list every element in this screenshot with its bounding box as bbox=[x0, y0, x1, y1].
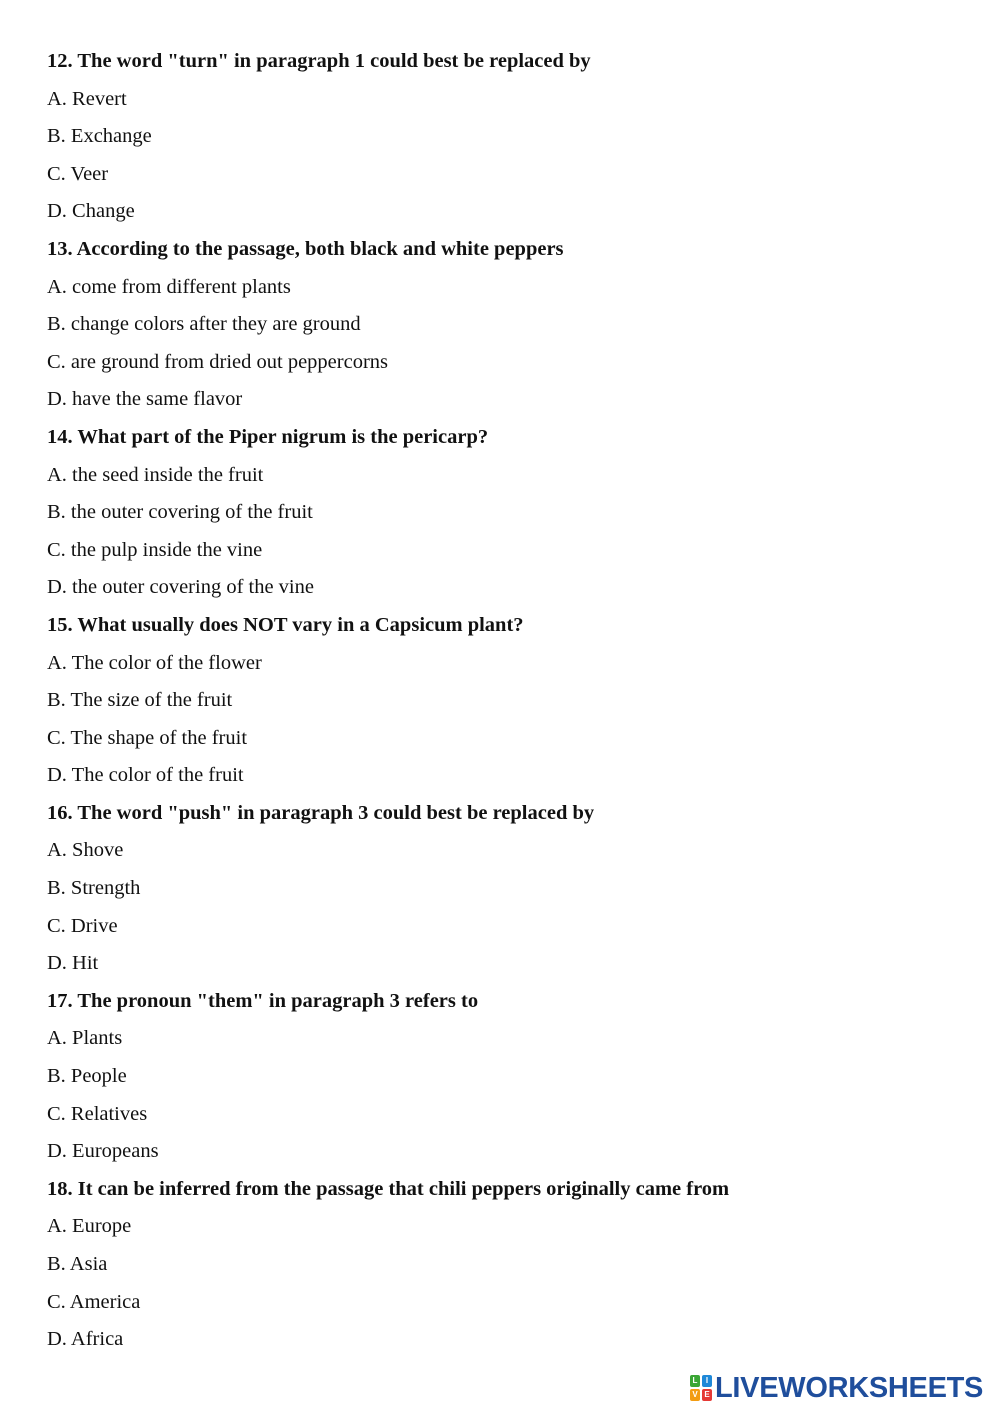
worksheet bbox=[47, 43, 967, 1359]
question-12 bbox=[47, 43, 967, 231]
option-d[interactable]: D. The color of the fruit bbox=[47, 764, 244, 787]
question-13 bbox=[47, 231, 967, 419]
logo-tile-e: E bbox=[702, 1389, 712, 1401]
logo-tile-v: V bbox=[690, 1389, 700, 1401]
option-b[interactable]: B. the outer covering of the fruit bbox=[47, 501, 313, 524]
option-b[interactable]: B. Exchange bbox=[47, 125, 152, 148]
option-d[interactable]: D. the outer covering of the vine bbox=[47, 576, 314, 599]
question-prompt: 18. It can be inferred from the passage that chili peppers originally came from bbox=[47, 1177, 730, 1200]
option-c[interactable]: C. The shape of the fruit bbox=[47, 726, 248, 749]
question-prompt: 13. According to the passage, both black and white peppers bbox=[47, 237, 564, 260]
option-c[interactable]: C. are ground from dried out peppercorns bbox=[47, 350, 388, 373]
option-a[interactable]: A. come from different plants bbox=[47, 275, 291, 298]
option-c[interactable]: C. Relatives bbox=[47, 1102, 148, 1125]
option-d[interactable]: D. Africa bbox=[47, 1328, 124, 1351]
question-prompt: 15. What usually does NOT vary in a Capsicum plant? bbox=[47, 613, 524, 636]
option-a[interactable]: A. the seed inside the fruit bbox=[47, 463, 264, 486]
liveworksheets-logo bbox=[690, 1371, 983, 1405]
option-d[interactable]: D. Europeans bbox=[47, 1140, 159, 1163]
option-b[interactable]: B. People bbox=[47, 1065, 127, 1088]
logo-tile-l: L bbox=[690, 1375, 700, 1387]
option-a[interactable]: A. Shove bbox=[47, 839, 124, 862]
option-c[interactable]: C. America bbox=[47, 1290, 141, 1313]
option-b[interactable]: B. change colors after they are ground bbox=[47, 313, 361, 336]
option-c[interactable]: C. Drive bbox=[47, 914, 118, 937]
liveworksheets-logo-icon bbox=[690, 1375, 712, 1401]
option-d[interactable]: D. Change bbox=[47, 200, 135, 223]
question-prompt: 17. The pronoun "them" in paragraph 3 refers to bbox=[47, 989, 479, 1012]
logo-wordmark: LIVEWORKSHEETS bbox=[715, 1372, 984, 1404]
question-prompt: 16. The word "push" in paragraph 3 could best be replaced by bbox=[47, 801, 595, 824]
question-17 bbox=[47, 983, 967, 1171]
question-prompt: 12. The word "turn" in paragraph 1 could best be replaced by bbox=[47, 50, 591, 72]
option-a[interactable]: A. Revert bbox=[47, 87, 127, 110]
logo-tile-i: I bbox=[702, 1375, 712, 1387]
question-15 bbox=[47, 607, 967, 795]
option-b[interactable]: B. The size of the fruit bbox=[47, 689, 233, 712]
option-c[interactable]: C. the pulp inside the vine bbox=[47, 538, 263, 561]
option-b[interactable]: B. Asia bbox=[47, 1253, 108, 1275]
question-18 bbox=[47, 1171, 967, 1359]
option-b[interactable]: B. Strength bbox=[47, 877, 141, 900]
option-d[interactable]: D. have the same flavor bbox=[47, 388, 243, 411]
option-d[interactable]: D. Hit bbox=[47, 952, 99, 975]
option-a[interactable]: A. The color of the flower bbox=[47, 651, 262, 674]
question-16 bbox=[47, 795, 967, 983]
question-prompt: 14. What part of the Piper nigrum is the pericarp? bbox=[47, 425, 489, 448]
option-a[interactable]: A. Plants bbox=[47, 1027, 123, 1050]
option-c[interactable]: C. Veer bbox=[47, 162, 109, 185]
option-a[interactable]: A. Europe bbox=[47, 1215, 132, 1238]
question-14 bbox=[47, 419, 967, 607]
